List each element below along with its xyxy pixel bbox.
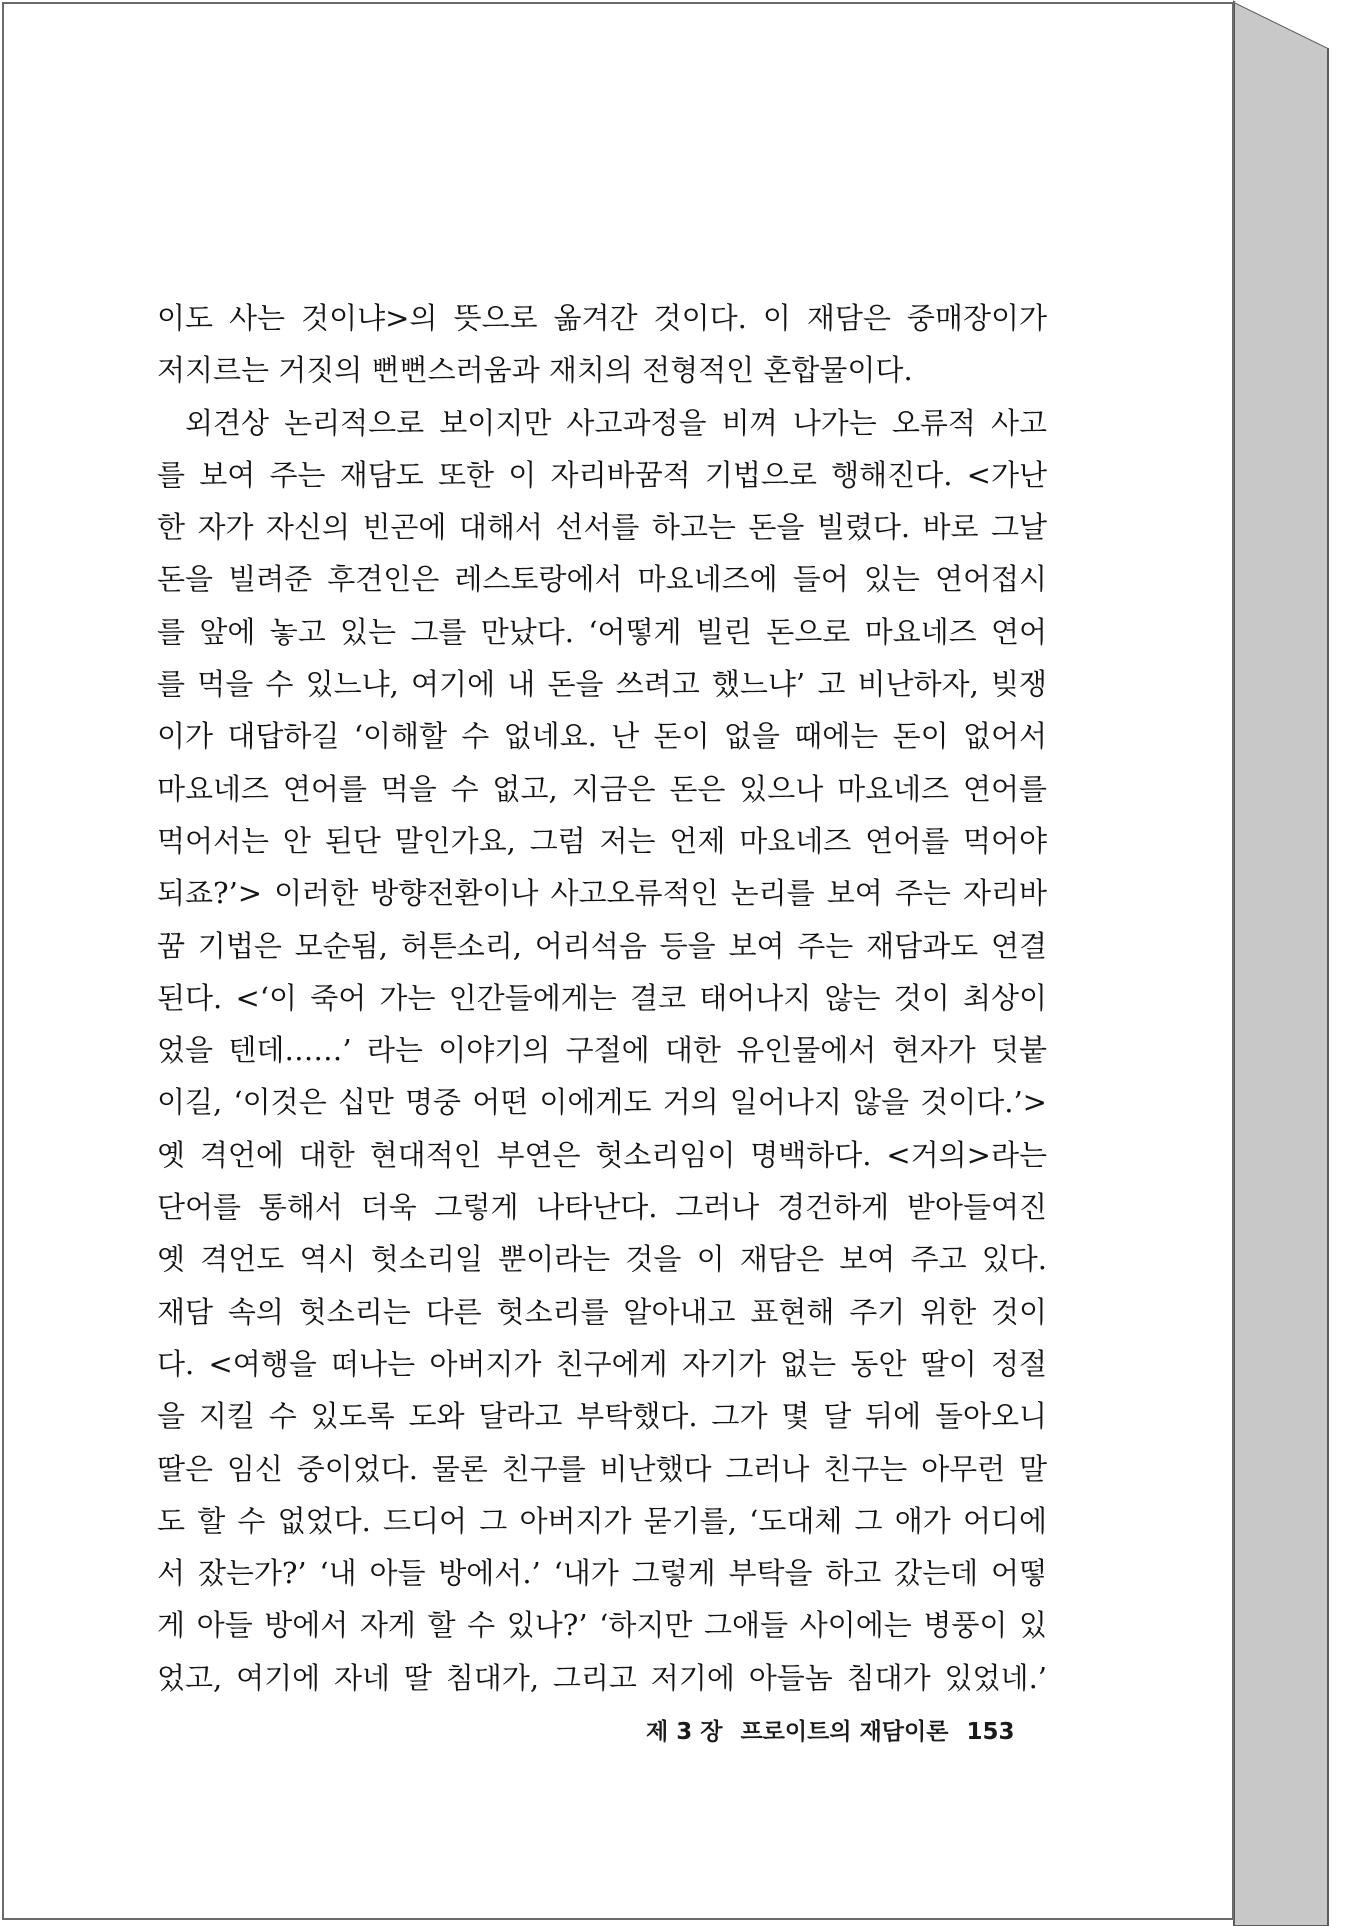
text-line: 되죠?’> 이러한 방향전환이나 사고오류적인 논리를 보여 주는 자리바 [157, 876, 1047, 911]
text-line: 이길, ‘이것은 십만 명중 어떤 이에게도 거의 일어나지 않을 것이다.’> [157, 1085, 1047, 1120]
text-line: 꿈 기법은 모순됨, 허튼소리, 어리석음 등을 보여 주는 재담과도 연결 [157, 928, 1047, 963]
text-line: 다. <여행을 떠나는 아버지가 친구에게 자기가 없는 동안 딸이 정절 [157, 1346, 1047, 1381]
text-line: 마요네즈 연어를 먹을 수 없고, 지금은 돈은 있으나 마요네즈 연어를 [157, 771, 1047, 806]
text-line: 이가 대답하길 ‘이해할 수 없네요. 난 돈이 없을 때에는 돈이 없어서 [157, 719, 1047, 754]
text-line: 단어를 통해서 더욱 그렇게 나타난다. 그러나 경건하게 받아들여진 [157, 1190, 1047, 1225]
text-line: 서 잤는가?’ ‘내 아들 방에서.’ ‘내가 그렇게 부탁을 하고 갔는데 어떻 [157, 1556, 1047, 1591]
text-line: 옛 격언에 대한 현대적인 부연은 헛소리임이 명백하다. <거의>라는 [157, 1137, 1047, 1172]
text-line: 옛 격언도 역시 헛소리일 뿐이라는 것을 이 재담은 보여 주고 있다. [157, 1242, 1047, 1277]
text-line: 를 앞에 놓고 있는 그를 만났다. ‘어떻게 빌린 돈으로 마요네즈 연어 [157, 614, 1047, 649]
text-line: 도 할 수 없었다. 드디어 그 아버지가 묻기를, ‘도대체 그 애가 어디에 [157, 1503, 1047, 1538]
text-line: 된다. <‘이 죽어 가는 인간들에게는 결코 태어나지 않는 것이 최상이 [157, 980, 1047, 1015]
book-side-face [1234, 2, 1328, 1926]
text-line: 을 지킬 수 있도록 도와 달라고 부탁했다. 그가 몇 달 뒤에 돌아오니 [157, 1399, 1047, 1434]
text-line: 저지르는 거짓의 뻔뻔스러움과 재치의 전형적인 혼합물이다. [157, 353, 913, 388]
page-footer [646, 1712, 1014, 1752]
chapter-number: 제 3 장 [646, 1719, 723, 1745]
chapter-title: 프로이트의 재담이론 [740, 1719, 949, 1745]
text-line: 었을 텐데……’ 라는 이야기의 구절에 대한 유인물에서 현자가 덧붙 [157, 1033, 1047, 1068]
text-line: 돈을 빌려준 후견인은 레스토랑에서 마요네즈에 들어 있는 연어접시 [157, 562, 1047, 597]
text-line: 외견상 논리적으로 보이지만 사고과정을 비껴 나가는 오류적 사고 [185, 405, 1047, 440]
text-line: 를 먹을 수 있느냐, 여기에 내 돈을 쓰려고 했느냐’ 고 비난하자, 빚쟁 [157, 667, 1047, 702]
text-line: 를 보여 주는 재담도 또한 이 자리바꿈적 기법으로 행해진다. <가난 [157, 457, 1047, 492]
text-line: 먹어서는 안 된단 말인가요, 그럼 저는 언제 마요네즈 연어를 먹어야 [157, 823, 1047, 858]
body-text [157, 292, 1047, 1704]
text-line: 었고, 여기에 자네 딸 침대가, 그리고 저기에 아들놈 침대가 있었네.’ [157, 1660, 1047, 1695]
text-line: 한 자가 자신의 빈곤에 대해서 선서를 하고는 돈을 빌렸다. 바로 그날 [157, 510, 1047, 545]
text-line: 게 아들 방에서 자게 할 수 있나?’ ‘하지만 그애들 사이에는 병풍이 있 [157, 1608, 1047, 1643]
text-line: 이도 사는 것이냐>의 뜻으로 옮겨간 것이다. 이 재담은 중매장이가 [157, 301, 1047, 335]
text-line: 딸은 임신 중이었다. 물론 친구를 비난했다 그러나 친구는 아무런 말 [157, 1451, 1047, 1486]
text-line: 재담 속의 헛소리는 다른 헛소리를 알아내고 표현해 주기 위한 것이 [157, 1294, 1047, 1329]
page-number: 153 [966, 1719, 1015, 1745]
